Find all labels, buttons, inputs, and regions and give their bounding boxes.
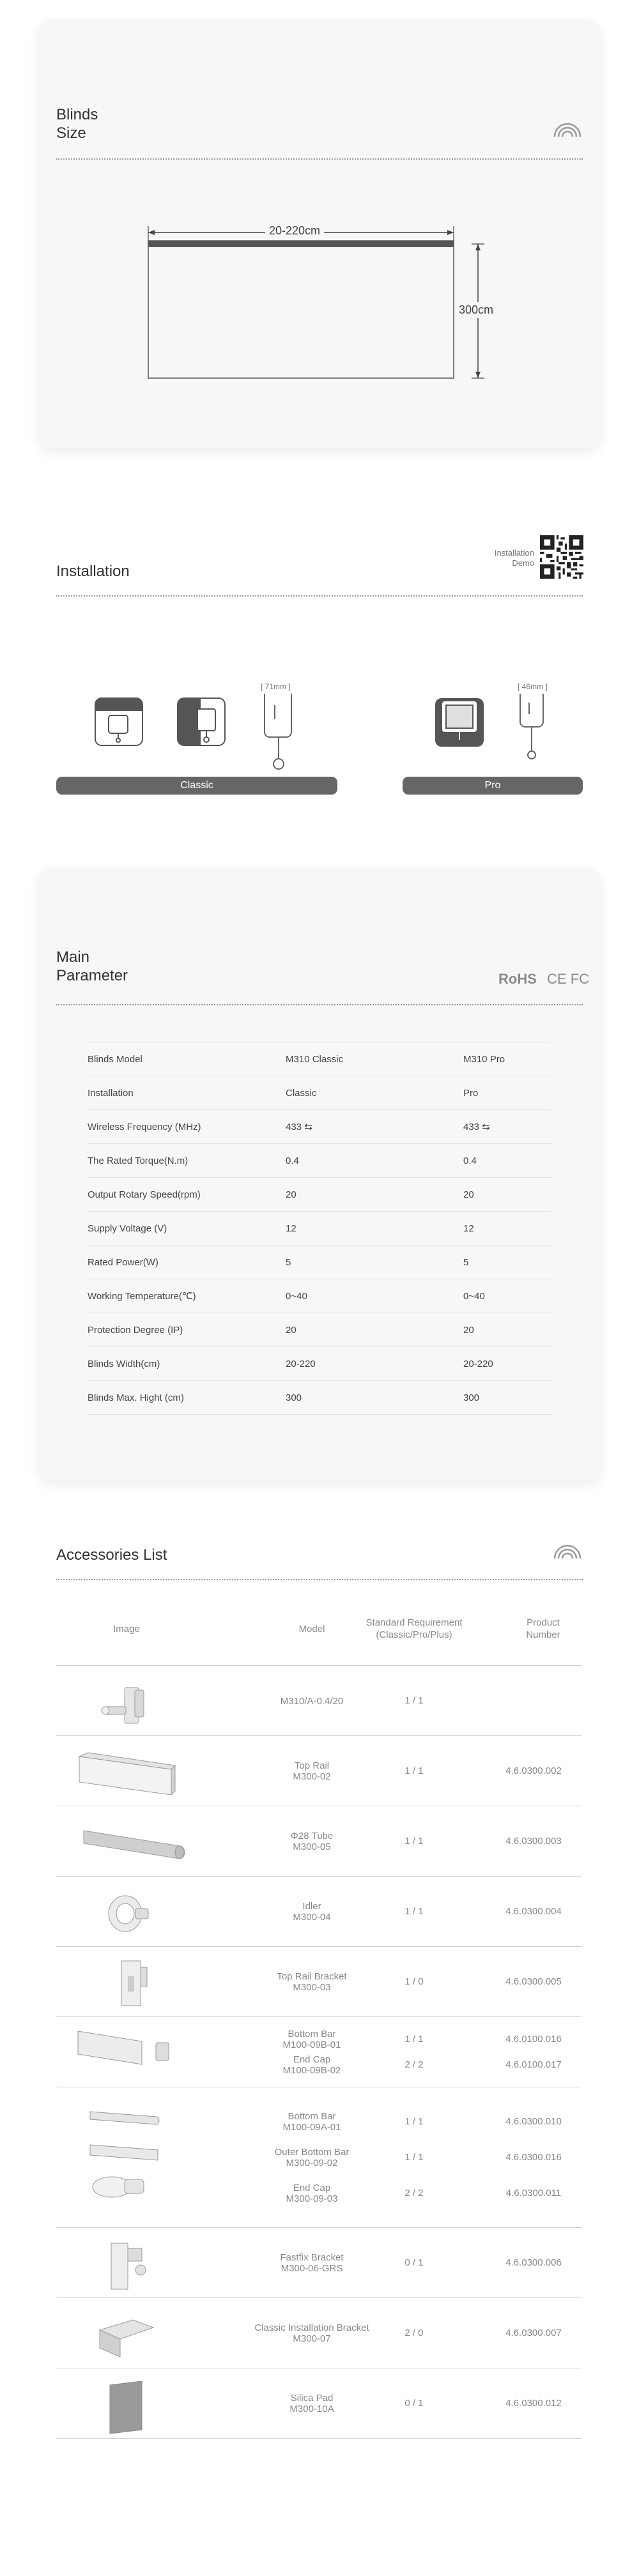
classic-value: 20-220 xyxy=(286,1347,463,1381)
accessory-requirement: 0 / 1 xyxy=(404,2398,424,2409)
pro-value: 300 xyxy=(463,1381,551,1415)
blinds-size-divider xyxy=(56,158,583,160)
bottom-bar-a-image xyxy=(86,2108,163,2204)
accessory-table-bottom-border xyxy=(56,2438,581,2439)
accessory-product-number: 4.6.0300.011 xyxy=(505,2188,562,2199)
parameter-row xyxy=(88,1313,551,1347)
installation-demo-label: Installation Demo xyxy=(494,548,534,568)
parameter-label: Supply Voltage (V) xyxy=(88,1212,286,1246)
accessory-requirement: 1 / 1 xyxy=(404,1906,424,1917)
accessory-model: Fastfix Bracket M300-06-GRS xyxy=(280,2252,344,2274)
accessory-model: Top Rail Bracket M300-03 xyxy=(277,1971,347,1993)
width-label: 20-220cm xyxy=(265,224,324,238)
pro-value: 20-220 xyxy=(463,1347,551,1381)
main-parameter-title: Main Parameter xyxy=(56,949,128,984)
classic-bracket-icon-1 xyxy=(95,697,143,746)
pro-value: M310 Pro xyxy=(463,1042,551,1076)
qr-code[interactable] xyxy=(540,535,583,579)
accessory-requirement: 1 / 1 xyxy=(404,1765,424,1776)
silica-pad-image xyxy=(104,2379,148,2436)
accessory-model: End Cap M300-09-03 xyxy=(286,2183,338,2204)
parameter-table xyxy=(88,1042,551,1415)
pro-profile-icon xyxy=(516,692,552,775)
parameter-row xyxy=(88,1110,551,1144)
fcc-logo: FC xyxy=(570,971,590,987)
accessory-model: Top Rail M300-02 xyxy=(293,1760,331,1782)
parameter-label: Wireless Frequency (MHz) xyxy=(88,1110,286,1144)
accessory-model: Φ28 Tube M300-05 xyxy=(290,1831,334,1852)
parameter-label: The Rated Torque(N.m) xyxy=(88,1144,286,1178)
parameter-label: Rated Power(W) xyxy=(88,1246,286,1279)
accessories-divider xyxy=(56,1579,583,1580)
main-parameter-divider xyxy=(56,1004,583,1005)
accessory-model: Silica Pad M300-10A xyxy=(289,2393,334,2414)
accessory-requirement: 1 / 1 xyxy=(404,2152,424,2163)
accessory-model: Bottom Bar M100-09A-01 xyxy=(282,2111,341,2133)
accessory-product-number: 4.6.0300.016 xyxy=(505,2152,562,2163)
pro-value: 20 xyxy=(463,1313,551,1347)
pro-value: 5 xyxy=(463,1246,551,1279)
accessory-requirement: 1 / 1 xyxy=(404,2034,424,2045)
parameter-label: Working Temperature(℃) xyxy=(88,1279,286,1313)
top-rail-image xyxy=(75,1750,178,1805)
parameter-row xyxy=(88,1279,551,1313)
classic-value: 5 xyxy=(286,1246,463,1279)
accessory-model: Classic Installation Bracket M300-07 xyxy=(254,2322,369,2344)
classic-value: 0.4 xyxy=(286,1144,463,1178)
classic-value: 20 xyxy=(286,1178,463,1212)
accessory-requirement: 1 / 0 xyxy=(404,1976,424,1987)
accessory-requirement: 2 / 2 xyxy=(404,2188,424,2199)
classic-value: M310 Classic xyxy=(286,1042,463,1076)
parameter-label: Blinds Max. Hight (cm) xyxy=(88,1381,286,1415)
classic-value: Classic xyxy=(286,1076,463,1110)
accessory-requirement: 2 / 2 xyxy=(404,2059,424,2070)
accessory-product-number: 4.6.0300.005 xyxy=(505,1976,562,1987)
classic-bracket-icon-2 xyxy=(177,697,226,746)
pro-dim-label: [ 46mm ] xyxy=(518,682,548,691)
accessory-product-number: 4.6.0300.010 xyxy=(505,2116,562,2127)
parameter-row xyxy=(88,1347,551,1381)
rainbow-icon xyxy=(553,121,582,138)
col-head-requirement: Standard Requirement (Classic/Pro/Plus) xyxy=(366,1617,463,1640)
classic-value: 20 xyxy=(286,1313,463,1347)
parameter-row xyxy=(88,1381,551,1415)
parameter-row xyxy=(88,1212,551,1246)
classic-label-bar: Classic xyxy=(56,777,337,795)
col-head-model: Model xyxy=(298,1624,325,1635)
col-head-image: Image xyxy=(113,1624,140,1635)
accessory-model: Outer Bottom Bar M300-09-02 xyxy=(274,2147,350,2168)
classic-profile-icon xyxy=(261,692,299,775)
accessory-model: Bottom Bar M100-09B-01 xyxy=(282,2029,341,2050)
installation-title: Installation xyxy=(56,563,130,580)
accessory-model: End Cap M100-09B-02 xyxy=(282,2054,341,2076)
classic-value: 433 ⇆ xyxy=(286,1110,463,1144)
accessory-product-number: 4.6.0300.007 xyxy=(505,2328,562,2338)
parameter-label: Protection Degree (IP) xyxy=(88,1313,286,1347)
accessory-model: Idler M300-04 xyxy=(293,1901,331,1923)
tube-image xyxy=(80,1824,189,1863)
parameter-row xyxy=(88,1042,551,1076)
classic-dim-label: [ 71mm ] xyxy=(261,682,291,691)
parameter-row xyxy=(88,1076,551,1110)
classic-value: 0~40 xyxy=(286,1279,463,1313)
ce-logo: CE xyxy=(547,971,567,987)
accessory-requirement: 1 / 1 xyxy=(404,1695,424,1706)
parameter-row xyxy=(88,1144,551,1178)
accessory-product-number: 4.6.0300.012 xyxy=(505,2398,562,2409)
accessory-model: M310/A-0.4/20 xyxy=(280,1695,344,1707)
accessory-product-number: 4.6.0100.017 xyxy=(505,2059,562,2070)
rainbow-icon xyxy=(553,1543,582,1560)
fastfix-bracket-image xyxy=(102,2239,153,2294)
idler-image xyxy=(102,1891,153,1935)
accessory-requirement: 0 / 1 xyxy=(404,2257,424,2268)
parameter-label: Blinds Model xyxy=(88,1042,286,1076)
pro-value: Pro xyxy=(463,1076,551,1110)
pro-value: 433 ⇆ xyxy=(463,1110,551,1144)
top-rail-bracket-image xyxy=(115,1957,153,2012)
pro-label-bar: Pro xyxy=(403,777,583,795)
classic-value: 12 xyxy=(286,1212,463,1246)
pro-value: 0~40 xyxy=(463,1279,551,1313)
col-head-product-number: Product Number xyxy=(526,1617,560,1640)
accessory-requirement: 2 / 0 xyxy=(404,2328,424,2338)
installation-divider xyxy=(56,595,583,597)
accessory-product-number: 4.6.0100.016 xyxy=(505,2034,562,2045)
parameter-label: Installation xyxy=(88,1076,286,1110)
accessory-product-number: 4.6.0300.003 xyxy=(505,1836,562,1847)
pro-value: 12 xyxy=(463,1212,551,1246)
pro-value: 0.4 xyxy=(463,1144,551,1178)
certification-logos xyxy=(498,971,589,987)
accessory-product-number: 4.6.0300.006 xyxy=(505,2257,562,2268)
classic-bracket-image xyxy=(95,2311,158,2362)
accessory-requirement: 1 / 1 xyxy=(404,2116,424,2127)
classic-value: 300 xyxy=(286,1381,463,1415)
parameter-row xyxy=(88,1178,551,1212)
pro-value: 20 xyxy=(463,1178,551,1212)
accessory-product-number: 4.6.0300.002 xyxy=(505,1765,562,1776)
accessories-title: Accessories List xyxy=(56,1546,167,1564)
parameter-label: Blinds Width(cm) xyxy=(88,1347,286,1381)
parameter-row xyxy=(88,1246,551,1279)
accessory-requirement: 1 / 1 xyxy=(404,1836,424,1847)
blinds-size-title: Blinds Size xyxy=(56,106,98,142)
accessory-product-number: 4.6.0300.004 xyxy=(505,1906,562,1917)
bottom-bar-b-image xyxy=(75,2026,178,2071)
motor-image xyxy=(99,1684,163,1735)
height-label: 300cm xyxy=(459,302,493,318)
rohs-logo: RoHS xyxy=(498,971,537,987)
pro-bracket-icon xyxy=(435,697,484,747)
parameter-label: Output Rotary Speed(rpm) xyxy=(88,1178,286,1212)
